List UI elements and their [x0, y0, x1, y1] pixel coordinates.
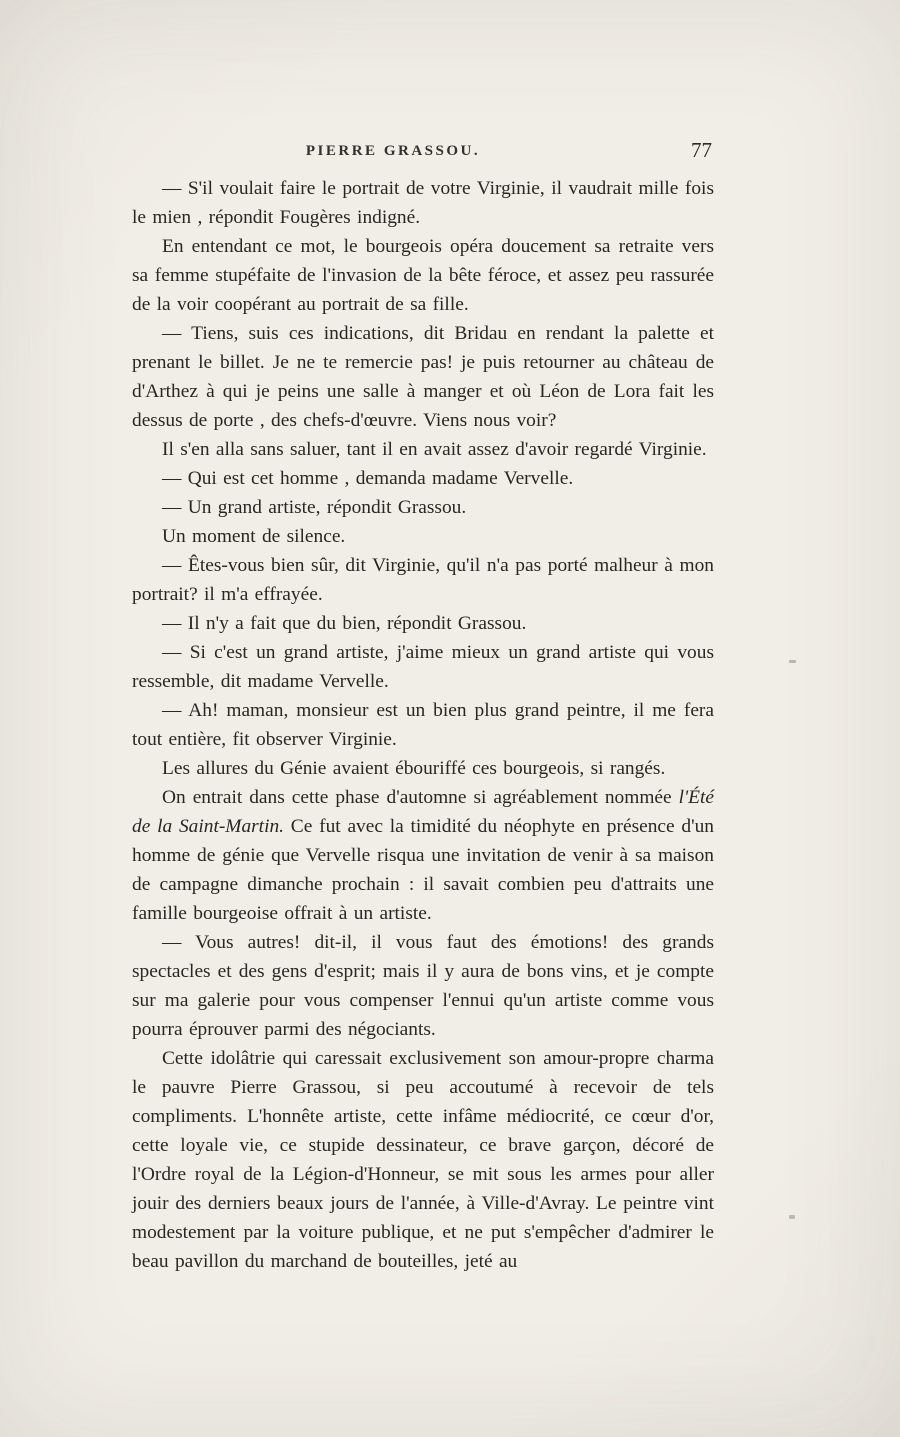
scan-speck	[789, 660, 796, 663]
page-number: 77	[691, 138, 712, 162]
italic-phrase: l'Été de la Saint-Martin.	[132, 787, 714, 837]
paragraph: — Ah! maman, monsieur est un bien plus grand peintre, il me fera tout entière, fit observer Virginie.	[132, 700, 714, 750]
paragraph: Cette idolâtrie qui caressait exclusivement son amour-propre charma le pauvre Pierre Grassou, si peu accoutumé à recevoir de tels compliments. L'honnête artiste, cette infâme médiocrité, ce cœur d'or, cette loyale vie, ce stupide dessinateur, ce brave garçon, décoré de l'Ordre royal de la Légion-d'Honneur, se mit sous les armes pour aller jouir des derniers beaux jours de l'année, à Ville-d'Avray. Le peintre vint modestement par la voiture publique, et ne put s'empêcher d'admirer le beau pavillon du marchand de bouteilles, jeté au	[132, 1048, 714, 1272]
text-block	[132, 138, 714, 1276]
paragraph: En entendant ce mot, le bourgeois opéra doucement sa retraite vers sa femme stupéfaite de l'invasion de la bête féroce, et assez peu rassurée de la voir coopérant au portrait de sa fille.	[132, 236, 714, 315]
paragraph: — Il n'y a fait que du bien, répondit Grassou.	[162, 613, 527, 634]
paragraph: — Vous autres! dit-il, il vous faut des émotions! des grands spectacles et des gens d'esprit; mais il y aura de bons vins, et je compte sur ma galerie pour vous compenser l'ennui qu'un artiste comme vous pourra éprouver parmi des négociants.	[132, 932, 714, 1040]
paragraph: — Tiens, suis ces indications, dit Bridau en rendant la palette et prenant le billet. Je ne te remercie pas! je puis retourner au château de d'Arthez à qui je peins une salle à manger et où Léon de Lora fait les dessus de porte , des chefs-d'œuvre. Viens nous voir?	[132, 323, 714, 431]
paragraph: Un moment de silence.	[162, 526, 346, 547]
paragraph: — Êtes-vous bien sûr, dit Virginie, qu'il n'a pas porté malheur à mon portrait? il m'a effrayée.	[132, 555, 714, 605]
paragraph: — Un grand artiste, répondit Grassou.	[162, 497, 467, 518]
scan-speck	[789, 1215, 795, 1219]
paragraph-text: Ce fut avec la timidité du néophyte en présence d'un homme de génie que Vervelle risqua une invitation de venir à sa maison de campagne dimanche prochain : il savait combien peu d'attraits une famille bourgeoise offrait à un artiste.	[132, 816, 714, 924]
paragraph: — Qui est cet homme , demanda madame Vervelle.	[162, 468, 574, 489]
paragraph	[132, 783, 714, 928]
paragraph: — Si c'est un grand artiste, j'aime mieux un grand artiste qui vous ressemble, dit madame Vervelle.	[132, 642, 714, 692]
paragraph: Il s'en alla sans saluer, tant il en avait assez d'avoir regardé Virginie.	[162, 439, 707, 460]
running-title: PIERRE GRASSOU.	[305, 143, 481, 159]
paragraph: — S'il voulait faire le portrait de votre Virginie, il vaudrait mille fois le mien , répondit Fougères indigné.	[132, 178, 714, 228]
paragraph: Les allures du Génie avaient ébouriffé ces bourgeois, si rangés.	[162, 758, 666, 779]
running-head	[132, 138, 714, 168]
paragraph-text: On entrait dans cette phase d'automne si agréablement nommée	[162, 787, 679, 808]
